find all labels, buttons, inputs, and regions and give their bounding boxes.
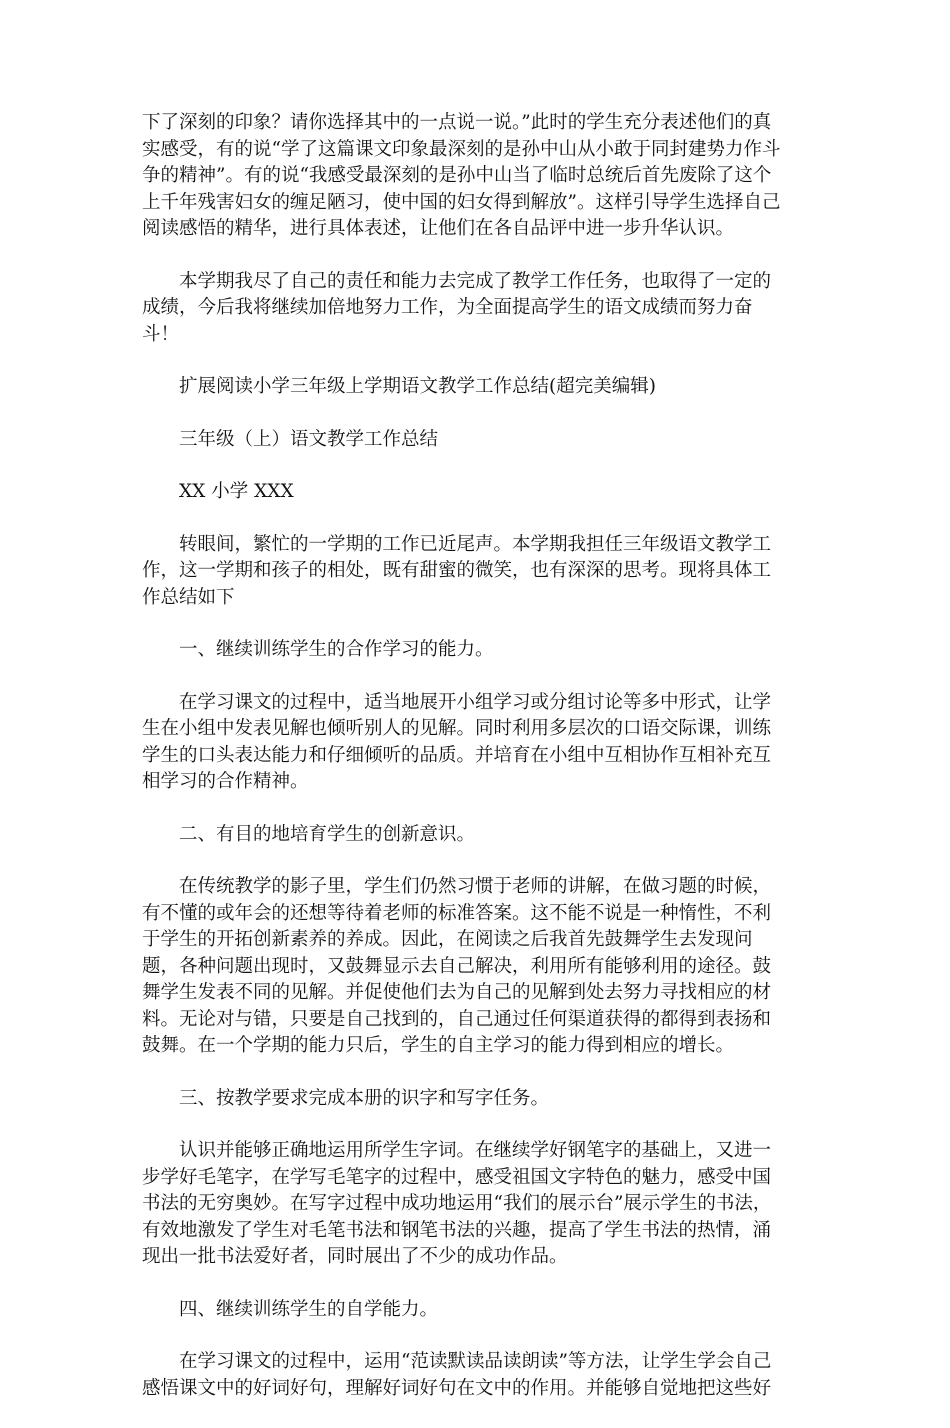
text-line: 斗！ [142, 323, 180, 345]
text-line: 扩展阅读小学三年级上学期语文教学工作总结(超完美编辑) [179, 376, 656, 397]
text-line: 实感受，有的说“学了这篇课文印象最深刻的是孙中山从小敢于同封建势力作斗 [142, 138, 781, 160]
text-line: 书法的无穷奥妙。在写字过程中成功地运用“我们的展示台”展示学生的书法， [142, 1193, 772, 1214]
text-line: 转眼间，繁忙的一学期的工作已近尾声。本学期我担任三年级语文教学工 [179, 533, 772, 555]
text-line: 阅读感悟的精华，进行具体表述，让他们在各自品评中进一步升华认识。 [142, 218, 735, 239]
text-line: 有不懂的或年会的还想等待着老师的标准答案。这不能不说是一种惰性，不利 [142, 902, 772, 924]
paragraph [142, 822, 802, 849]
text-line: XX 小学 XXX [179, 481, 294, 502]
paragraph [142, 690, 802, 796]
paragraph [142, 1297, 802, 1324]
text-line: 生在小组中发表见解也倾听别人的见解。同时利用多层次的口语交际课，训练 [142, 718, 772, 739]
text-line: 本学期我尽了自己的责任和能力去完成了教学工作任务，也取得了一定的 [179, 270, 772, 292]
text-line: 现出一批书法爱好者，同时展出了不少的成功作品。 [142, 1246, 568, 1267]
text-line: 在学习课文的过程中，运用“范读默读品读朗读”等方法，让学生学会自己 [179, 1351, 772, 1372]
text-line: 学生的口头表达能力和仔细倾听的品质。并培育在小组中互相协作互相补充互 [142, 744, 772, 766]
paragraph [142, 532, 802, 612]
document-body [142, 110, 802, 1428]
text-line: 感悟课文中的好词好句，理解好词好句在文中的作用。并能够自觉地把这些好 [142, 1377, 772, 1399]
text-line: 料。无论对与错，只要是自己找到的，自己通过任何渠道获得的都得到表扬和 [142, 1008, 772, 1030]
paragraph [142, 1138, 802, 1271]
text-line: 作总结如下 [142, 586, 235, 608]
text-line: 题，各种问题出现时，又鼓舞显示去自己解决，利用所有能够利用的途径。鼓 [142, 955, 772, 977]
paragraph [142, 479, 802, 506]
text-line: 上千年残害妇女的缠足陋习，使中国的妇女得到解放”。这样引导学生选择自己 [142, 191, 781, 213]
paragraph [142, 427, 802, 454]
text-line: 作，这一学期和孩子的相处，既有甜蜜的微笑，也有深深的思考。现将具体工 [142, 560, 772, 581]
text-line: 于学生的开拓创新素养的养成。因此，在阅读之后我首先鼓舞学生去发现问 [142, 929, 753, 950]
paragraph [142, 269, 802, 349]
text-line: 下了深刻的印象？请你选择其中的一点说一说。”此时的学生充分表述他们的真 [142, 112, 772, 133]
text-line: 争的精神”。有的说“我感受最深刻的是孙中山当了临时总统后首先废除了这个 [142, 165, 772, 186]
paragraph [142, 374, 802, 401]
text-line: 成绩，今后我将继续加倍地努力工作，为全面提高学生的语文成绩而努力奋 [142, 297, 753, 318]
paragraph [142, 1349, 802, 1402]
text-line: 舞学生发表不同的见解。并促使他们去为自己的见解到处去努力寻找相应的材 [142, 982, 772, 1003]
paragraph [142, 110, 802, 243]
text-line: 在传统教学的影子里，学生们仍然习惯于老师的讲解，在做习题的时候， [179, 876, 772, 897]
text-line: 鼓舞。在一个学期的能力只后，学生的自主学习的能力得到相应的增长。 [142, 1035, 735, 1056]
text-line: 三、按教学要求完成本册的识字和写字任务。 [179, 1087, 550, 1109]
paragraph [142, 874, 802, 1060]
paragraph [142, 1086, 802, 1113]
text-line: 三年级（上）语文教学工作总结 [179, 428, 439, 450]
text-line: 在学习课文的过程中，适当地展开小组学习或分组讨论等多中形式，让学 [179, 691, 772, 713]
text-line: 二、有目的地培育学生的创新意识。 [179, 823, 476, 845]
paragraph [142, 637, 802, 664]
text-line: 一、继续训练学生的合作学习的能力。 [179, 639, 494, 660]
text-line: 相学习的合作精神。 [142, 771, 309, 792]
text-line: 有效地激发了学生对毛笔书法和钢笔书法的兴趣，提高了学生书法的热情，涌 [142, 1219, 772, 1241]
text-line: 四、继续训练学生的自学能力。 [179, 1298, 439, 1320]
text-line: 步学好毛笔字，在学写毛笔字的过程中，感受祖国文字特色的魅力，感受中国 [142, 1166, 772, 1188]
text-line: 认识并能够正确地运用所学生字词。在继续学好钢笔字的基础上，又进一 [179, 1140, 772, 1161]
